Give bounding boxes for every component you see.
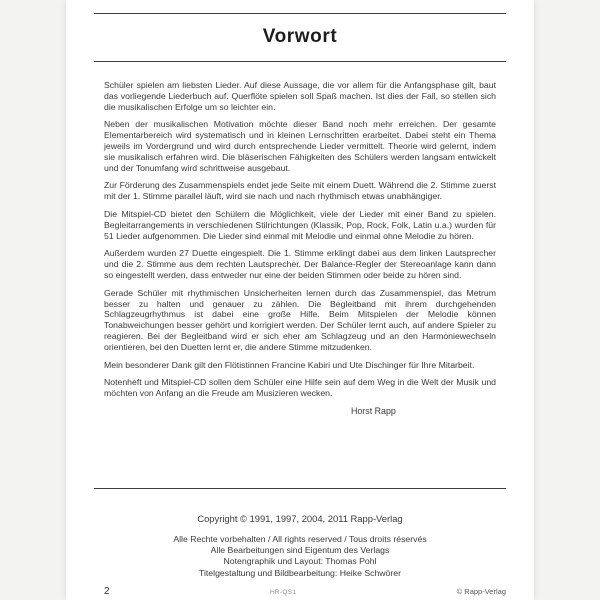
paragraph: Gerade Schüler mit rhythmischen Unsicherheiten lernen durch das Zusammenspiel, das Metrum besser zu halten und genauer zu zählen. Die Begleitband mit ihrem durchgehenden Schlagzeugrhythmus ist dabei eine große Hilfe. Beim Mitspielen der Melodie können Tonabweichungen besser gehört und korrigiert werden. Der Schüler lernt auch, auf andere Spieler zu reagieren. Bei der Begleitband wird er sich eher am Schlagzeug und an den Harmoniewechseln orientieren, bei den Duetten lernt er, die andere Stimme mitzudenken. xyxy=(104,287,496,352)
credit-line: Alle Rechte vorbehalten / All rights reserved / Tous droits réservés xyxy=(173,534,427,544)
credit-line: Titelgestaltung und Bildbearbeitung: Heike Schwörer xyxy=(198,567,402,578)
author-signature: Horst Rapp xyxy=(350,405,396,416)
page-title: Vorwort xyxy=(262,26,338,47)
title-rule xyxy=(94,61,506,62)
credit-line: Notengraphik und Layout: Thomas Pohl xyxy=(223,556,377,567)
paragraph: Neben der musikalischen Motivation möchte dieser Band noch mehr erreichen. Der gesamte Elementarbereich wird systematisch und in kleinen Lernschritten erarbeitet. Dabei steht ein Thema jeweils im Vordergrund und wird durch entsprechende Lieder vermittelt. Theorie wird gelernt, indem sie musikalisch erfahren wird. Die bläserischen Fähigkeiten des Schülers werden langsam entwickelt und der Tonumfang wird schrittweise ausgebaut. xyxy=(104,119,496,173)
page-number: 2 xyxy=(104,586,110,597)
print-code: HR-QS1 xyxy=(269,589,297,596)
colophon-rule xyxy=(94,488,506,489)
colophon xyxy=(66,513,534,579)
paragraph: Notenheft und Mitspiel-CD sollen dem Schüler eine Hilfe sein auf dem Weg in die Welt der Musik und möchten von Anfang an die Freude am Musizieren wecken. xyxy=(104,377,496,399)
foreword-text xyxy=(104,80,496,424)
copyright-line: Copyright © 1991, 1997, 2004, 2011 Rapp-Verlag xyxy=(197,513,403,524)
top-rule xyxy=(94,13,506,14)
paragraph: Mein besonderer Dank gilt den Flötistinnen Francine Kabiri und Ute Dischinger für Ihre Mitarbeit. xyxy=(104,359,475,370)
paragraph: Die Mitspiel-CD bietet den Schülern die Möglichkeit, viele der Lieder mit einer Band zu spielen. Begleitarrangements in verschiedenen Stilrichtungen (Klassik, Pop, Rock, Folk, Latin u.a.) wurden für 51 Lieder aufgenommen. Die Lieder sind einmal mit Melodie und einmal ohne Melodie zu hören. xyxy=(104,208,496,241)
paragraph: Außerdem wurden 27 Duette eingespielt. Die 1. Stimme erklingt dabei aus dem linken Lautsprecher und die 2. Stimme aus dem rechten Lautsprecher. Der Balance-Regler der Stereoanlage kann dann so eingestellt werden, dass entweder nur eine der beiden Stimmen oder beide zu hören sind. xyxy=(104,248,496,280)
book-page xyxy=(66,0,534,600)
credit-line: Alle Bearbeitungen sind Eigentum des Verlags xyxy=(210,545,390,556)
paragraph: Schüler spielen am liebsten Lieder. Auf diese Aussage, die vor allem für die Anfangsphase gilt, baut das vorliegende Liederbuch auf. Querflöte spielen soll Spaß machen. Ist dies der Fall, so stellen sich die musikalischen Erfolge um so leichter ein. xyxy=(104,80,496,112)
publisher-credit: © Rapp-Verlag xyxy=(456,587,506,596)
page-footer xyxy=(104,586,506,597)
paragraph: Zur Förderung des Zusammenspiels endet jede Seite mit einem Duett. Während die 2. Stimme zuerst mit der 1. Stimme parallel läuft, wird sie nach und nach rhythmisch etwas unabhängiger. xyxy=(104,180,496,202)
